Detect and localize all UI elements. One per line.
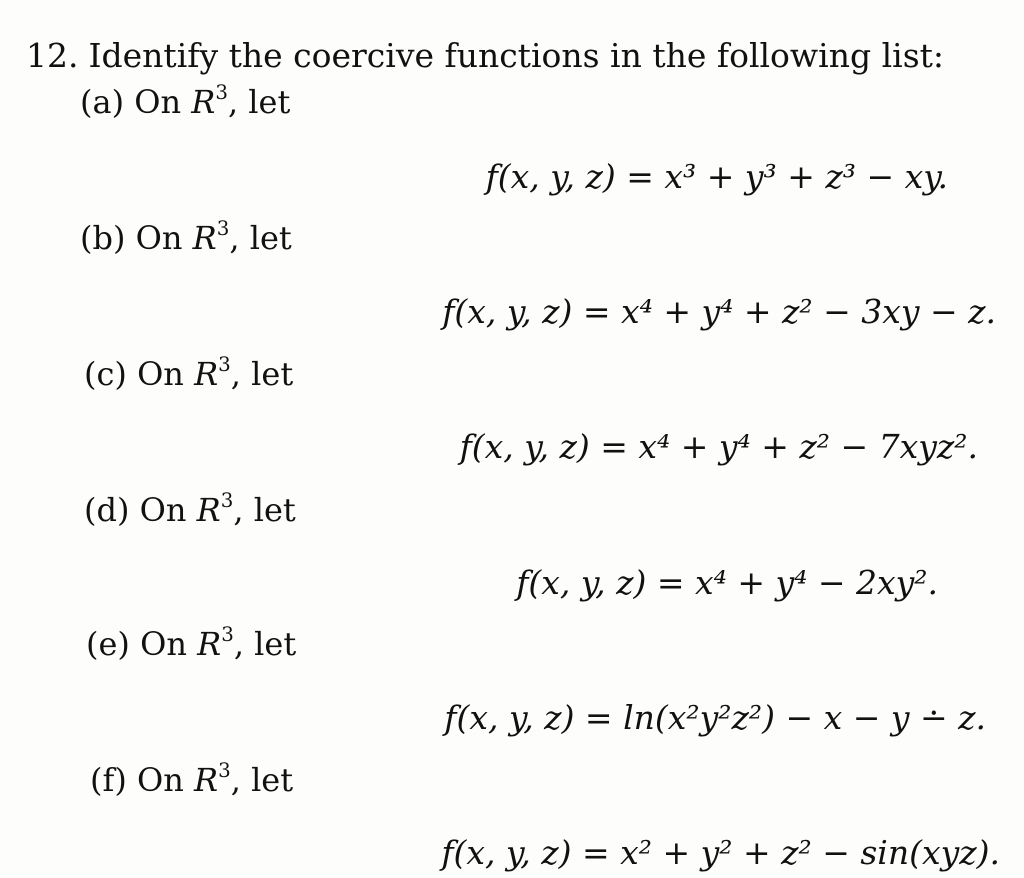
part-c-on: On	[137, 355, 184, 393]
part-f-let: , let	[230, 761, 294, 799]
part-f-formula	[441, 833, 1000, 873]
part-b-space: R	[192, 219, 217, 257]
problem-prompt: Identify the coercive functions in the following list:	[88, 36, 945, 75]
part-c-let: , let	[230, 355, 294, 393]
part-f-space-exp: 3	[218, 759, 231, 783]
part-f-formula-rhs: x² + y² + z² − sin(xyz).	[620, 833, 1000, 872]
part-a-letter: (a)	[80, 83, 125, 121]
part-e-on: On	[140, 625, 187, 663]
part-b-formula-rhs: x⁴ + y⁴ + z² − 3xy − z.	[621, 292, 996, 331]
part-b-on: On	[135, 219, 183, 257]
part-b-formula	[442, 292, 996, 332]
part-c-label	[84, 354, 293, 394]
part-a-let: , let	[227, 83, 291, 121]
part-c-letter: (c)	[84, 355, 127, 393]
part-b-letter: (b)	[80, 219, 126, 257]
part-f-letter: (f)	[90, 761, 127, 799]
part-d-formula	[516, 563, 938, 603]
part-e-formula-lhs: f(x, y, z) =	[444, 698, 613, 737]
part-d-space-exp: 3	[220, 489, 234, 513]
part-e-space: R	[197, 625, 222, 663]
part-d-formula-rhs: x⁴ + y⁴ − 2xy².	[695, 563, 938, 602]
part-d-on: On	[139, 491, 187, 529]
part-a-space-exp: 3	[215, 81, 228, 105]
part-e-formula-rhs: ln(x²y²z²) − x − y ∸ z.	[623, 698, 986, 737]
part-c-formula	[460, 427, 978, 467]
part-e-formula	[444, 698, 986, 738]
part-f-on: On	[136, 761, 184, 799]
part-b-space-exp: 3	[216, 217, 230, 241]
part-a-on: On	[134, 83, 182, 121]
part-c-formula-lhs: f(x, y, z) =	[459, 427, 628, 466]
part-b-label	[80, 218, 292, 258]
part-d-label	[84, 490, 296, 530]
problem-heading	[26, 36, 944, 76]
part-e-label	[86, 624, 296, 664]
part-b-let: , let	[229, 219, 292, 257]
part-a-space: R	[191, 83, 216, 121]
part-f-label	[90, 760, 293, 800]
problem-number: 12.	[26, 36, 79, 75]
part-c-space: R	[194, 355, 219, 393]
part-a-formula	[486, 157, 948, 197]
part-e-space-exp: 3	[221, 623, 234, 647]
part-d-space: R	[196, 491, 221, 529]
part-b-formula-lhs: f(x, y, z) =	[442, 292, 611, 331]
part-d-formula-lhs: f(x, y, z) =	[516, 563, 685, 602]
part-f-formula-lhs: f(x, y, z) =	[441, 833, 610, 872]
part-c-space-exp: 3	[218, 353, 231, 377]
part-a-label	[80, 82, 290, 122]
part-a-formula-rhs: x³ + y³ + z³ − xy.	[664, 157, 948, 196]
part-f-space: R	[194, 761, 219, 799]
part-d-let: , let	[233, 491, 296, 529]
part-c-formula-rhs: x⁴ + y⁴ + z² − 7xyz².	[638, 427, 978, 466]
part-e-letter: (e)	[86, 625, 130, 663]
part-a-formula-lhs: f(x, y, z) =	[485, 157, 654, 196]
part-d-letter: (d)	[84, 491, 130, 529]
part-e-let: , let	[233, 625, 297, 663]
